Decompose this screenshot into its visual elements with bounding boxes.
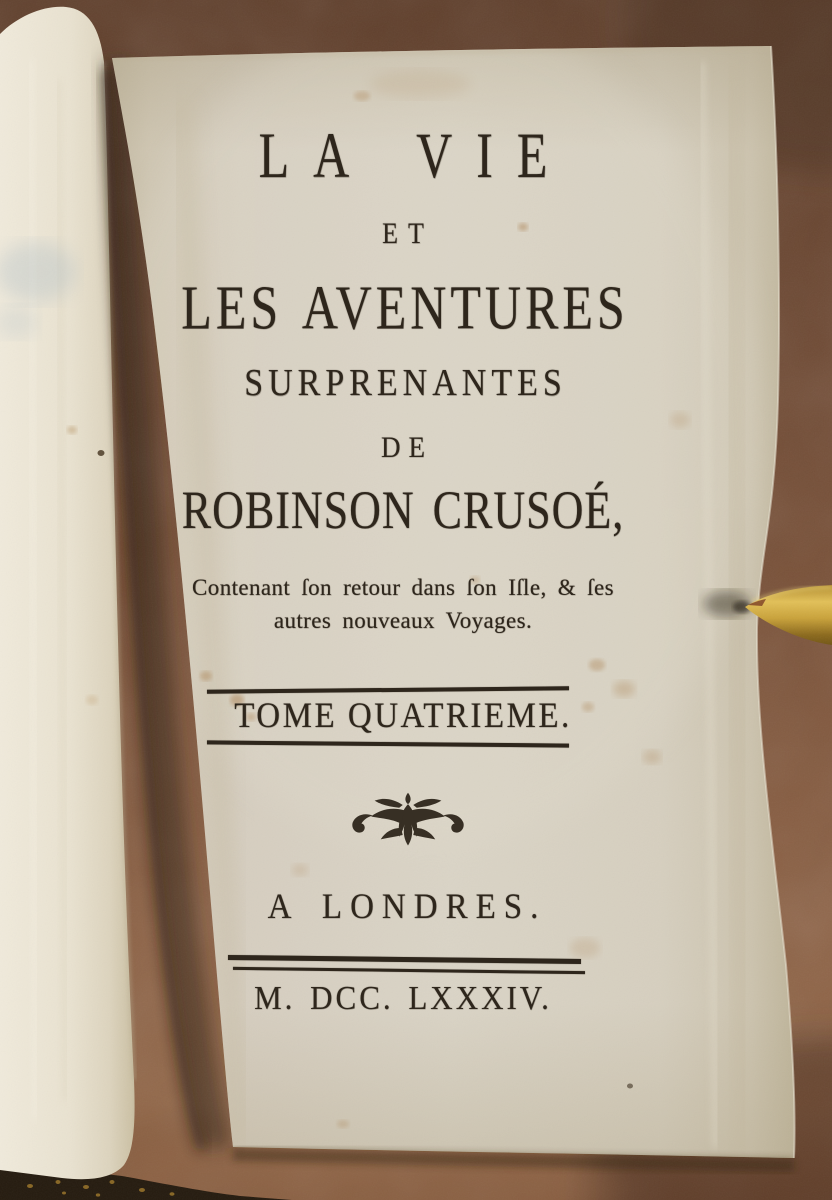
title-line-la-vie: LA VIE — [258, 118, 572, 192]
subtitle-line-1: Contenant ſon retour dans ſon Iſle, & ſes — [192, 575, 614, 600]
volume-label: TOME QUATRIEME. — [234, 696, 572, 736]
rule-below-volume-label — [207, 740, 569, 747]
title-line-robinson-crusoe: ROBINSON CRUSOÉ, — [181, 480, 625, 541]
fleuron-ornament-icon — [345, 791, 471, 849]
double-rule-thick — [228, 955, 581, 964]
imprint-date-roman: M. DCC. LXXXIV. — [254, 978, 552, 1017]
imprint-place: A LONDRES. — [267, 887, 547, 927]
subtitle-line-2: autres nouveaux Voyages. — [273, 608, 533, 633]
rule-above-volume-label — [207, 686, 569, 693]
title-line-les-aventures: LES AVENTURES — [181, 272, 629, 342]
double-rule-thin — [233, 967, 585, 974]
title-line-surprenantes: SURPRENANTES — [244, 362, 567, 405]
title-line-et: ET — [382, 216, 434, 251]
title-line-de: DE — [381, 430, 433, 464]
